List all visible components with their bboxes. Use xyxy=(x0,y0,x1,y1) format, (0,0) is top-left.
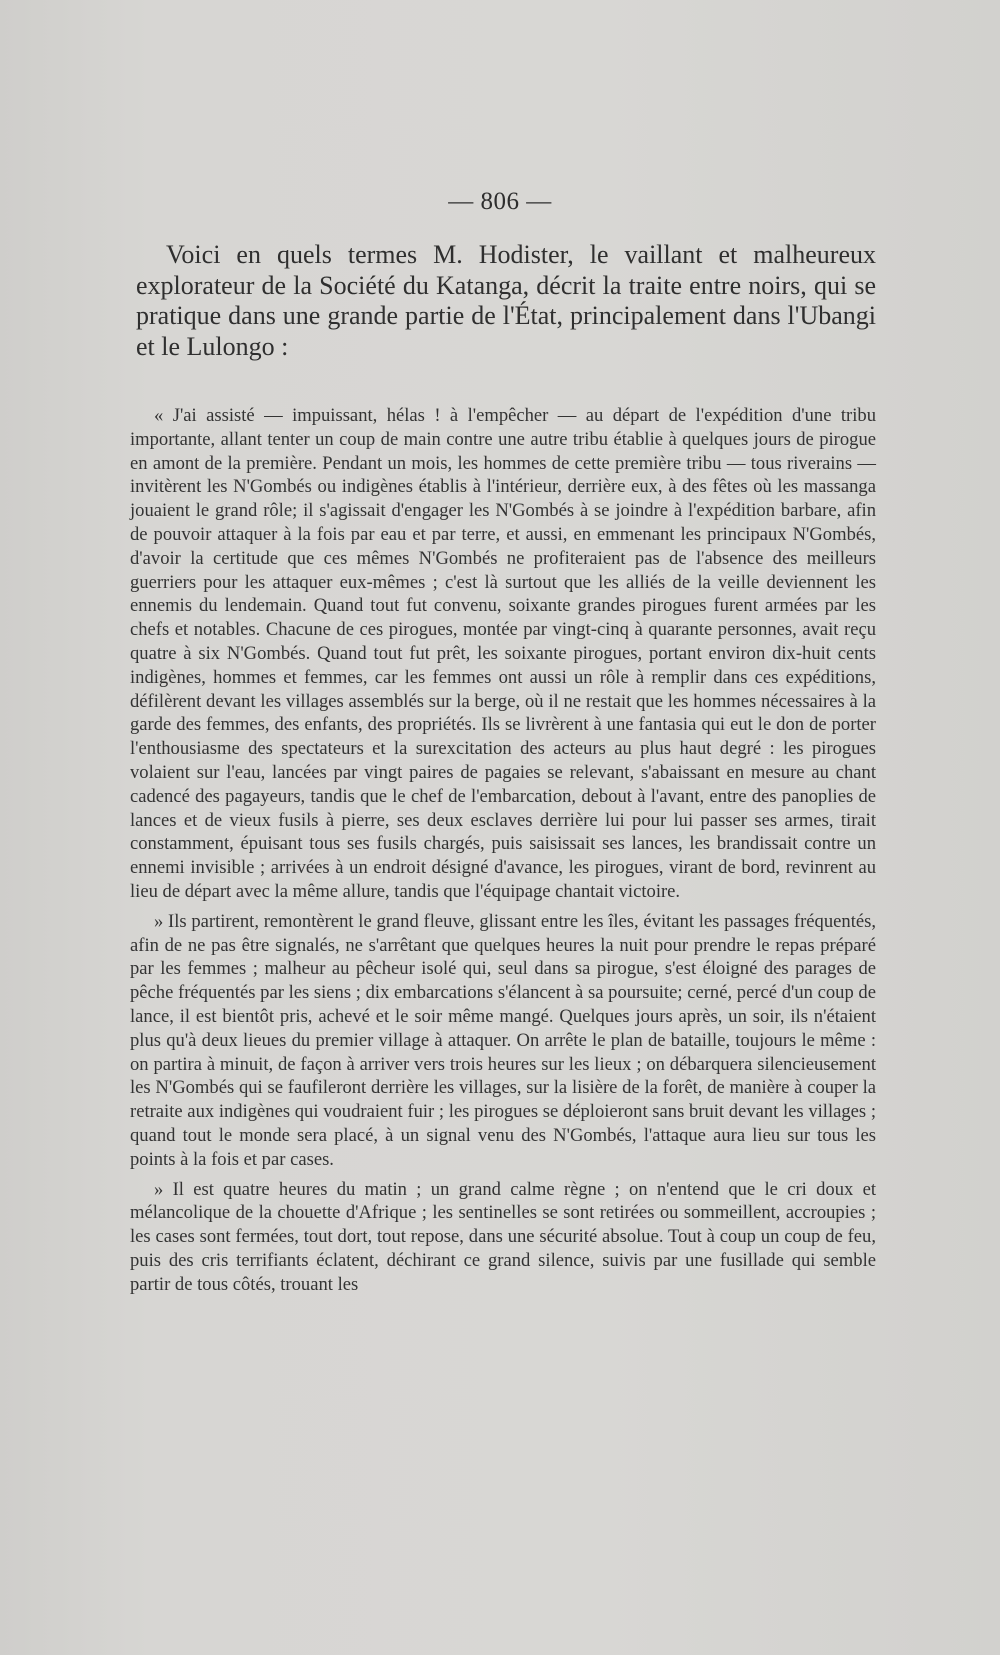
quote-paragraph: » Ils partirent, remontèrent le grand fleuve, glissant entre les îles, évitant les passages fréquentés, afin de ne pas être signalés, ne s'arrêtant que quelques heures la nuit pour prendre le repas préparé par les femmes ; malheur au pêcheur isolé qui, seul dans sa pirogue, s'est éloigné des parages de pêche fréquentés par les siens ; dix embarcations s'élancent à sa poursuite; cerné, percé d'un coup de lance, il est bientôt pris, achevé et le soir même mangé. Quelques jours après, un soir, ils n'étaient plus qu'à deux lieues du premier village à attaquer. On arrête le plan de bataille, toujours le même : on partira à minuit, de façon à arriver vers trois heures sur les lieux ; on débarquera silencieusement les N'Gombés qui se faufileront derrière les villages, sur la lisière de la forêt, de manière à couper la retraite aux indigènes qui voudraient fuir ; les pirogues se déploieront sans bruit devant les villages ; quand tout le monde sera placé, à un signal venu des N'Gombés, l'attaque aura lieu sur tous les points à la fois et par cases. xyxy=(130,910,876,1170)
quoted-passage xyxy=(130,404,876,1296)
intro-text: Voici en quels termes M. Hodister, le vaillant et malheureux explorateur de la Société du Katanga, décrit la traite entre noirs, qui se pratique dans une grande partie de l'État, principalement dans l'Ubangi et le Lulongo : xyxy=(136,240,876,361)
quote-paragraph: « J'ai assisté — impuissant, hélas ! à l'empêcher — au départ de l'expédition d'une tribu importante, allant tenter un coup de main contre une autre tribu établie à quelques jours de pirogue en amont de la première. Pendant un mois, les hommes de cette première tribu — tous riverains — invitèrent les N'Gombés ou indigènes établis à l'intérieur, derrière eux, à des fêtes où les massanga jouaient le grand rôle; il s'agissait d'engager les N'Gombés à se joindre à l'expédition barbare, afin de pouvoir attaquer à la fois par eau et par terre, et aussi, en emmenant les principaux N'Gombés, d'avoir la certitude que ces mêmes N'Gombés ne profiteraient pas de l'absence des meilleurs guerriers pour les attaquer eux-mêmes ; c'est là surtout que les alliés de la veille deviennent les ennemis du lendemain. Quand tout fut convenu, soixante grandes pirogues furent armées par les chefs et notables. Chacune de ces pirogues, montée par vingt-cinq à quarante personnes, avait reçu quatre à six N'Gombés. Quand tout fut prêt, les soixante pirogues, portant environ dix-huit cents indigènes, hommes et femmes, car les femmes ont aussi un rôle à remplir dans ces expéditions, défilèrent devant les villages assemblés sur la berge, où il ne restait que les hommes nécessaires à la garde des femmes, des enfants, des propriétés. Ils se livrèrent à une fantasia qui eut le don de porter l'enthousiasme des spectateurs et la surexcitation des acteurs au plus haut degré : les pirogues volaient sur l'eau, lancées par vingt paires de pagaies se relevant, s'abaissant en mesure au chant cadencé des pagayeurs, tandis que le chef de l'embarcation, debout à l'avant, entre des panoplies de lances et de vieux fusils à pierre, ses deux esclaves derrière lui pour lui passer ses armes, tirait constamment, épuisant tous ses fusils chargés, puis saisissait ses lances, les brandissait contre un ennemi invisible ; arrivées à un endroit désigné d'avance, les pirogues, virant de bord, revinrent au lieu de départ avec la même allure, tandis que l'équipage chantait victoire. xyxy=(130,405,876,902)
intro-paragraph xyxy=(136,240,876,362)
page-number: — 806 — xyxy=(448,188,552,215)
quote-paragraph: » Il est quatre heures du matin ; un grand calme règne ; on n'entend que le cri doux et mélancolique de la chouette d'Afrique ; les sentinelles se sont retirées ou sommeillent, accroupies ; les cases sont fermées, tout dort, tout repose, dans une sécurité absolue. Tout à coup un coup de feu, puis des cris terrifiants éclatent, déchirant ce grand silence, suivis par une fusillade qui semble partir de tous côtés, trouant les xyxy=(130,1178,876,1295)
